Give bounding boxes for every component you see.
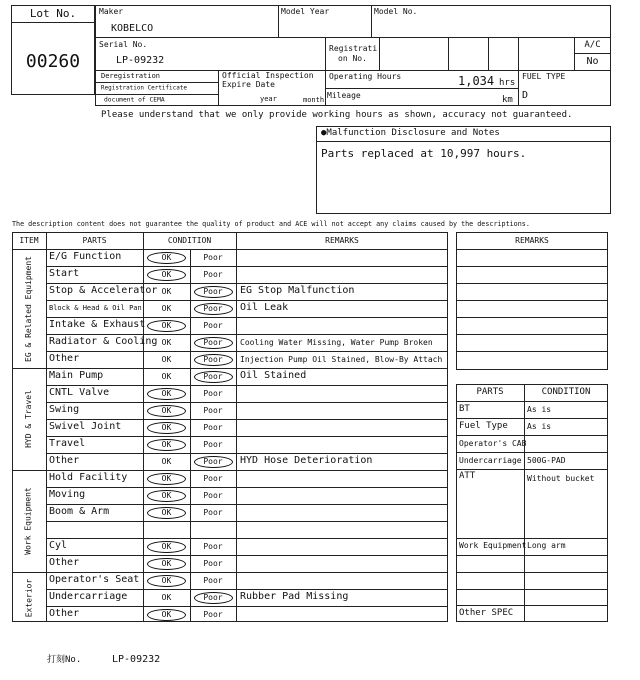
part-name: E/G Function	[49, 251, 122, 262]
row-divider	[46, 453, 448, 454]
poor-label: Poor	[203, 610, 223, 619]
poor-selected-circle	[194, 371, 233, 383]
poor-label: Poor	[203, 593, 223, 602]
deregistration-label: Deregistration	[101, 72, 161, 80]
lot-value: 00260	[25, 51, 81, 72]
spec-parts-header: PARTS	[476, 387, 504, 397]
poor-label: Poor	[203, 355, 223, 364]
part-name: Other	[49, 608, 80, 619]
part-name: Swing	[49, 404, 80, 415]
spec-bt-value: As is	[527, 405, 552, 414]
mileage-label: Mileage	[327, 91, 361, 100]
side-remarks-header: REMARKS	[515, 236, 549, 245]
poor-label: Poor	[203, 423, 223, 432]
operating-hours-value: 1,034	[458, 74, 495, 88]
poor-label: Poor	[203, 287, 223, 296]
malfunction-text: Parts replaced at 10,997 hours.	[321, 147, 527, 160]
spec-undercarriage-value: 500G-PAD	[527, 456, 566, 465]
ok-label: OK	[161, 372, 172, 381]
row-divider	[12, 368, 448, 369]
serial-value: LP-09232	[116, 55, 165, 66]
spec-cab-label: Operator's CAB	[459, 439, 527, 448]
remark-text: EG Stop Malfunction	[240, 285, 355, 296]
ok-selected-circle	[147, 575, 186, 587]
ok-label: OK	[161, 355, 172, 364]
part-name: Start	[49, 268, 80, 279]
side-remarks-box	[456, 232, 608, 370]
item-header: ITEM	[19, 236, 39, 245]
remark-text: Cooling Water Missing, Water Pump Broken	[240, 338, 433, 347]
ok-label: OK	[161, 423, 172, 432]
ok-selected-circle	[147, 609, 186, 621]
parts-header: PARTS	[82, 236, 107, 245]
ok-selected-circle	[147, 541, 186, 553]
group-label-text: Work Equipment	[24, 487, 33, 555]
poor-label: Poor	[203, 457, 223, 466]
ok-selected-circle	[147, 422, 186, 434]
poor-label: Poor	[203, 389, 223, 398]
row-divider	[46, 419, 448, 420]
poor-selected-circle	[194, 303, 233, 315]
poor-label: Poor	[203, 576, 223, 585]
ok-selected-circle	[147, 405, 186, 417]
group-label	[23, 572, 35, 623]
part-name: Other	[49, 557, 80, 568]
row-divider	[46, 300, 448, 301]
ok-label: OK	[161, 457, 172, 466]
poor-label: Poor	[203, 474, 223, 483]
stamp-number-label: 打刻No.	[47, 655, 82, 665]
poor-label: Poor	[203, 338, 223, 347]
poor-label: Poor	[203, 440, 223, 449]
registration-label: Registrati	[329, 44, 378, 53]
poor-selected-circle	[194, 354, 233, 366]
ok-label: OK	[161, 593, 172, 602]
ok-label: OK	[161, 576, 172, 585]
part-name: Main Pump	[49, 370, 104, 381]
row-divider	[12, 572, 448, 573]
km-label: km	[502, 95, 513, 105]
stamp-number-value: LP-09232	[112, 654, 161, 665]
spec-condition-header: CONDITION	[541, 387, 591, 397]
row-divider	[46, 402, 448, 403]
row-divider	[46, 606, 448, 607]
remark-text: Oil Leak	[240, 302, 289, 313]
ok-selected-circle	[147, 473, 186, 485]
remark-text: Rubber Pad Missing	[240, 591, 349, 602]
spec-work-equipment-value: Long arm	[527, 541, 566, 550]
poor-label: Poor	[203, 491, 223, 500]
ok-label: OK	[161, 321, 172, 330]
part-name: Intake & Exhaust	[49, 319, 146, 330]
ok-label: OK	[161, 610, 172, 619]
part-name: Operator's Seat	[49, 574, 140, 585]
model-year-label: Model Year	[281, 7, 330, 16]
disclaimer: The description content does not guarantee the quality of product and ACE will not accept any claims caused by the descriptions.	[12, 220, 530, 228]
part-name: Other	[49, 353, 80, 364]
poor-label: Poor	[203, 372, 223, 381]
ok-label: OK	[161, 287, 172, 296]
ok-selected-circle	[147, 252, 186, 264]
ok-label: OK	[161, 253, 172, 262]
part-name: Other	[49, 455, 80, 466]
spec-work-equipment-label: Work Equipment	[459, 541, 527, 550]
part-name: Undercarriage	[49, 591, 128, 602]
row-divider	[46, 521, 448, 522]
group-label	[23, 470, 35, 572]
part-name: Moving	[49, 489, 86, 500]
ok-label: OK	[161, 491, 172, 500]
ok-label: OK	[161, 474, 172, 483]
spec-undercarriage-label: Undercarriage	[459, 456, 522, 465]
part-name: Radiator & Cooling	[49, 336, 158, 347]
maker-value: KOBELCO	[111, 23, 154, 34]
poor-label: Poor	[203, 542, 223, 551]
ok-label: OK	[161, 304, 172, 313]
row-divider	[46, 317, 448, 318]
model-no-label: Model No.	[374, 7, 418, 16]
spec-other-label: Other SPEC	[459, 608, 514, 618]
spec-bt-label: BT	[459, 404, 470, 414]
poor-selected-circle	[194, 592, 233, 604]
ok-label: OK	[161, 406, 172, 415]
remarks-header: REMARKS	[325, 236, 359, 245]
ok-selected-circle	[147, 269, 186, 281]
ok-selected-circle	[147, 320, 186, 332]
row-divider	[46, 555, 448, 556]
row-divider	[46, 589, 448, 590]
malfunction-title: ●Malfunction Disclosure and Notes	[321, 128, 500, 138]
remark-text: Injection Pump Oil Stained, Blow-By Attach	[240, 355, 443, 364]
spec-fuel-value: As is	[527, 422, 552, 431]
spec-fuel-label: Fuel Type	[459, 421, 508, 431]
row-divider	[46, 351, 448, 352]
ok-selected-circle	[147, 507, 186, 519]
row-divider	[46, 266, 448, 267]
condition-header: CONDITION	[167, 236, 212, 245]
lot-label: Lot No.	[29, 7, 77, 20]
group-label	[23, 368, 35, 470]
part-name: CNTL Valve	[49, 387, 110, 398]
registration-label-2: on No.	[338, 54, 367, 63]
year-label: year	[260, 95, 277, 103]
registration-certificate-label: Registration Certificate	[101, 84, 187, 91]
poor-selected-circle	[194, 456, 233, 468]
spec-att-label: ATT	[459, 471, 476, 481]
poor-label: Poor	[203, 559, 223, 568]
poor-label: Poor	[203, 321, 223, 330]
ok-label: OK	[161, 508, 172, 517]
group-label-text: HYD & Travel	[24, 390, 34, 448]
cema-label: document of CEMA	[104, 96, 165, 104]
ac-value: No	[586, 56, 599, 67]
ac-label: A/C	[584, 40, 601, 50]
ok-label: OK	[161, 559, 172, 568]
fuel-type-value: D	[522, 90, 529, 101]
spec-att-value: Without bucket	[527, 474, 595, 483]
remark-text: HYD Hose Deterioration	[240, 455, 373, 466]
part-name: Swivel Joint	[49, 421, 122, 432]
row-divider	[46, 538, 448, 539]
row-divider	[46, 504, 448, 505]
group-label-text: Exterior	[24, 578, 33, 617]
row-divider	[46, 436, 448, 437]
poor-selected-circle	[194, 286, 233, 298]
poor-selected-circle	[194, 337, 233, 349]
serial-label: Serial No.	[99, 40, 148, 49]
inspection-label-2: Expire Date	[222, 80, 275, 89]
ok-label: OK	[161, 389, 172, 398]
ok-label: OK	[161, 440, 172, 449]
ok-label: OK	[161, 270, 172, 279]
ok-selected-circle	[147, 388, 186, 400]
inspection-label: Official Inspection	[222, 71, 314, 80]
hours-notice: Please understand that we only provide working hours as shown, accuracy not guaranteed.	[101, 110, 573, 120]
spec-box	[456, 384, 608, 622]
remark-text: Oil Stained	[240, 370, 307, 381]
row-divider	[12, 470, 448, 471]
ok-selected-circle	[147, 439, 186, 451]
maker-label: Maker	[99, 7, 124, 16]
part-name: Travel	[49, 438, 86, 449]
part-name: Hold Facility	[49, 472, 128, 483]
part-name: Boom & Arm	[49, 506, 110, 517]
operating-hours-label: Operating Hours	[329, 72, 402, 81]
poor-label: Poor	[203, 304, 223, 313]
group-label-text: EG & Related Equipment	[24, 255, 33, 362]
poor-label: Poor	[203, 406, 223, 415]
part-name: Stop & Accelerator	[49, 285, 158, 296]
poor-label: Poor	[203, 253, 223, 262]
group-label	[23, 249, 35, 368]
fuel-type-label: FUEL TYPE	[522, 72, 566, 81]
row-divider	[46, 385, 448, 386]
month-label: month	[303, 96, 325, 104]
ok-selected-circle	[147, 558, 186, 570]
malfunction-box	[316, 126, 611, 214]
part-name: Cyl	[49, 540, 68, 551]
row-divider	[46, 334, 448, 335]
ok-label: OK	[161, 338, 172, 347]
ok-selected-circle	[147, 490, 186, 502]
part-name: Block & Head & Oil Pan	[49, 304, 142, 312]
row-divider	[46, 283, 448, 284]
hrs-label: hrs	[499, 78, 516, 88]
poor-label: Poor	[203, 270, 223, 279]
ok-label: OK	[161, 542, 172, 551]
row-divider	[46, 487, 448, 488]
poor-label: Poor	[203, 508, 223, 517]
